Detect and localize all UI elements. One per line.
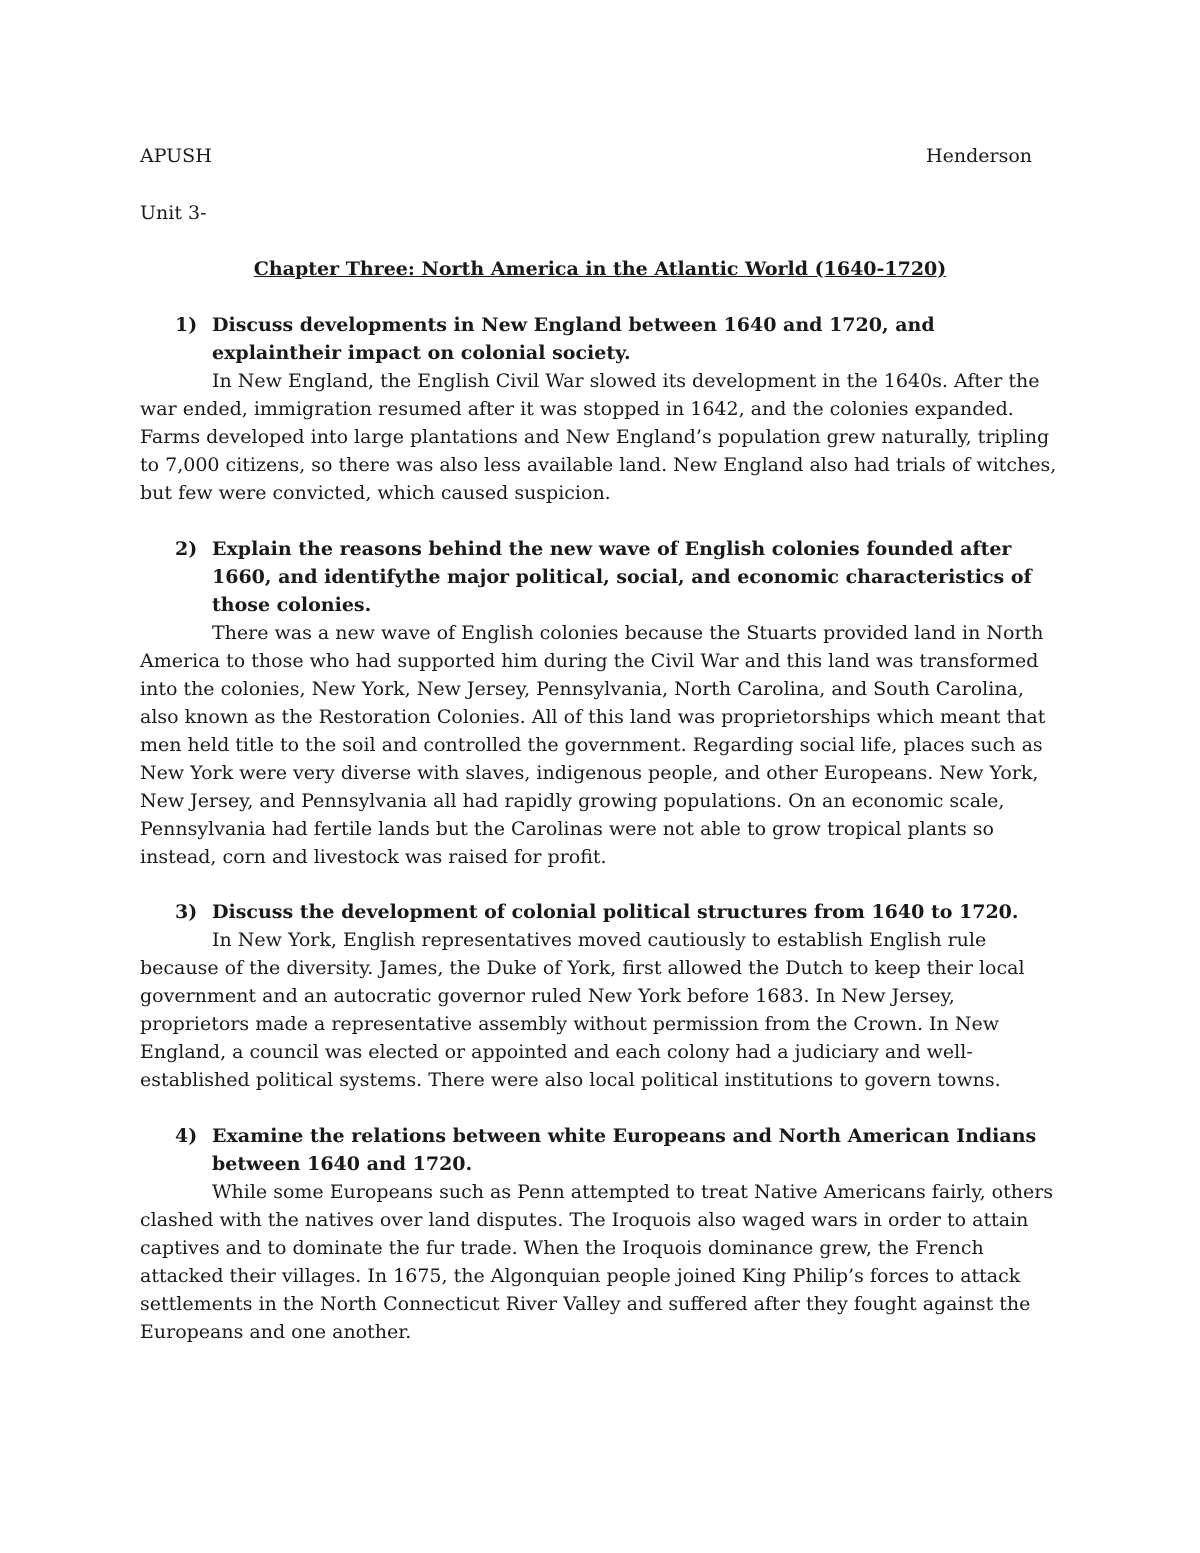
question-section-3 (140, 898, 1065, 1094)
answer-paragraph: There was a new wave of English colonies because the Stuarts provided land in North America to those who had supported him during the Civil War and this land was transformed into the colonies, New York, New Jersey, Pennsylvania, North Carolina, and South Carolina, also known as the Restoration Colonies. All of this land was proprietorships which meant that men held title to the soil and controlled the government. Regarding social life, places such as New York were very diverse with slaves, indigenous people, and other Europeans. New York, New Jersey, and Pennsylvania all had rapidly growing populations. On an economic scale, Pennsylvania had fertile lands but the Carolinas were not able to grow tropical plants so instead, corn and livestock was raised for profit. (140, 622, 1046, 868)
chapter-title: Chapter Three: North America in the Atlantic World (1640-1720) (253, 258, 947, 280)
question-heading (140, 311, 1065, 367)
course-label: APUSH (140, 145, 212, 167)
question-number: 4) (175, 1125, 198, 1147)
question-number: 1) (175, 314, 198, 336)
question-text: Discuss the development of colonial political structures from 1640 to 1720. (212, 901, 1019, 923)
question-section-2 (140, 535, 1065, 871)
question-section-1 (140, 311, 1065, 507)
answer-paragraph: In New York, English representatives moved cautiously to establish English rule because of the diversity. James, the Duke of York, first allowed the Dutch to keep their local government and an autocratic governor ruled New York before 1683. In New Jersey, proprietors made a representative assembly without permission from the Crown. In New England, a council was elected or appointed and each colony had a judiciary and well-established political systems. There were also local political institutions to govern towns. (140, 929, 1025, 1091)
question-text: Discuss developments in New England between 1640 and 1720, and explaintheir impact on colonial society. (212, 314, 935, 364)
question-text: Examine the relations between white Europeans and North American Indians between 1640 and 1720. (212, 1125, 1037, 1175)
unit-label: Unit 3- (140, 202, 207, 224)
question-number: 3) (175, 901, 198, 923)
answer-paragraph: While some Europeans such as Penn attempted to treat Native Americans fairly, others clashed with the natives over land disputes. The Iroquois also waged wars in order to attain captives and to dominate the fur trade. When the Iroquois dominance grew, the French attacked their villages. In 1675, the Algonquian people joined King Philip’s forces to attack settlements in the North Connecticut River Valley and suffered after they fought against the Europeans and one another. (140, 1181, 1054, 1343)
question-heading (140, 898, 1065, 926)
question-section-4 (140, 1122, 1065, 1346)
question-heading (140, 1122, 1065, 1178)
question-text: Explain the reasons behind the new wave of English colonies founded after 1660, and identifythe major political, social, and economic characteristics of those colonies. (212, 538, 1032, 616)
answer-paragraph: In New England, the English Civil War slowed its development in the 1640s. After the war ended, immigration resumed after it was stopped in 1642, and the colonies expanded. Farms developed into large plantations and New England’s population grew naturally, tripling to 7,000 citizens, so there was also less available land. New England also had trials of witches, but few were convicted, which caused suspicion. (140, 370, 1057, 504)
teacher-name: Henderson (926, 145, 1032, 167)
question-number: 2) (175, 538, 198, 560)
document-header (140, 142, 1032, 170)
question-heading (140, 535, 1065, 619)
